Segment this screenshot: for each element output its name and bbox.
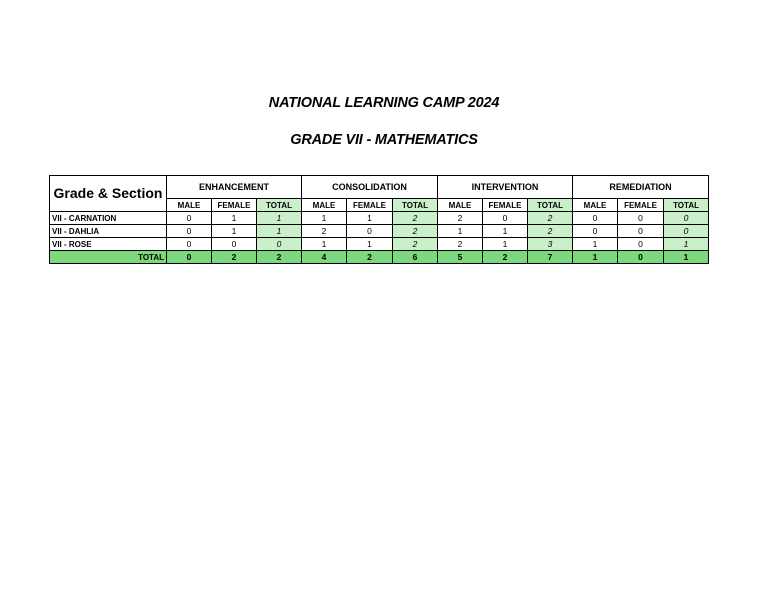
table-row bbox=[50, 212, 709, 225]
cell-value: 1 bbox=[212, 225, 257, 238]
cell-value: 0 bbox=[347, 225, 393, 238]
cell-value: 0 bbox=[167, 212, 212, 225]
cell-value: 2 bbox=[438, 212, 483, 225]
total-row-label: TOTAL bbox=[50, 251, 167, 264]
cell-value: 1 bbox=[212, 212, 257, 225]
total-value: 6 bbox=[393, 251, 438, 264]
cell-value: 0 bbox=[573, 225, 618, 238]
cell-value: 0 bbox=[212, 238, 257, 251]
cell-value: 1 bbox=[302, 212, 347, 225]
total-value: 4 bbox=[302, 251, 347, 264]
sub-header-female: FEMALE bbox=[483, 199, 528, 212]
sub-header-female: FEMALE bbox=[618, 199, 664, 212]
group-header-enhancement: ENHANCEMENT bbox=[167, 176, 302, 199]
cell-total: 0 bbox=[257, 238, 302, 251]
cell-value: 0 bbox=[167, 225, 212, 238]
sub-header-male: MALE bbox=[573, 199, 618, 212]
grade-section-header: Grade & Section bbox=[50, 176, 167, 212]
sub-header-female: FEMALE bbox=[347, 199, 393, 212]
learning-camp-table bbox=[49, 175, 709, 264]
total-row bbox=[50, 251, 709, 264]
cell-total: 2 bbox=[393, 225, 438, 238]
cell-value: 1 bbox=[573, 238, 618, 251]
cell-value: 0 bbox=[483, 212, 528, 225]
total-value: 1 bbox=[573, 251, 618, 264]
group-header-remediation: REMEDIATION bbox=[573, 176, 709, 199]
sub-header-female: FEMALE bbox=[212, 199, 257, 212]
cell-total: 2 bbox=[528, 212, 573, 225]
cell-value: 2 bbox=[438, 238, 483, 251]
total-value: 0 bbox=[167, 251, 212, 264]
sub-header-male: MALE bbox=[302, 199, 347, 212]
group-header-intervention: INTERVENTION bbox=[438, 176, 573, 199]
cell-value: 1 bbox=[347, 238, 393, 251]
total-value: 1 bbox=[664, 251, 709, 264]
total-value: 5 bbox=[438, 251, 483, 264]
cell-total: 3 bbox=[528, 238, 573, 251]
cell-total: 2 bbox=[393, 212, 438, 225]
total-value: 0 bbox=[618, 251, 664, 264]
cell-value: 0 bbox=[618, 212, 664, 225]
cell-value: 0 bbox=[618, 225, 664, 238]
cell-total: 1 bbox=[664, 238, 709, 251]
total-value: 2 bbox=[347, 251, 393, 264]
table-row bbox=[50, 238, 709, 251]
table-row bbox=[50, 225, 709, 238]
cell-value: 1 bbox=[438, 225, 483, 238]
cell-value: 1 bbox=[483, 225, 528, 238]
cell-value: 1 bbox=[483, 238, 528, 251]
cell-value: 0 bbox=[573, 212, 618, 225]
cell-total: 1 bbox=[257, 225, 302, 238]
row-label: VII - ROSE bbox=[50, 238, 167, 251]
cell-total: 0 bbox=[664, 212, 709, 225]
sub-header-total: TOTAL bbox=[257, 199, 302, 212]
cell-value: 0 bbox=[618, 238, 664, 251]
cell-total: 1 bbox=[257, 212, 302, 225]
total-value: 7 bbox=[528, 251, 573, 264]
total-value: 2 bbox=[212, 251, 257, 264]
sub-header-total: TOTAL bbox=[393, 199, 438, 212]
cell-value: 0 bbox=[167, 238, 212, 251]
cell-value: 2 bbox=[302, 225, 347, 238]
row-label: VII - CARNATION bbox=[50, 212, 167, 225]
sub-header-total: TOTAL bbox=[664, 199, 709, 212]
cell-total: 2 bbox=[528, 225, 573, 238]
sub-header-male: MALE bbox=[167, 199, 212, 212]
group-header-consolidation: CONSOLIDATION bbox=[302, 176, 438, 199]
cell-total: 2 bbox=[393, 238, 438, 251]
document-subtitle: GRADE VII - MATHEMATICS bbox=[290, 132, 478, 148]
sub-header-male: MALE bbox=[438, 199, 483, 212]
cell-total: 0 bbox=[664, 225, 709, 238]
total-value: 2 bbox=[257, 251, 302, 264]
sub-header-total: TOTAL bbox=[528, 199, 573, 212]
row-label: VII - DAHLIA bbox=[50, 225, 167, 238]
document-title: NATIONAL LEARNING CAMP 2024 bbox=[268, 95, 500, 111]
cell-value: 1 bbox=[347, 212, 393, 225]
total-value: 2 bbox=[483, 251, 528, 264]
cell-value: 1 bbox=[302, 238, 347, 251]
